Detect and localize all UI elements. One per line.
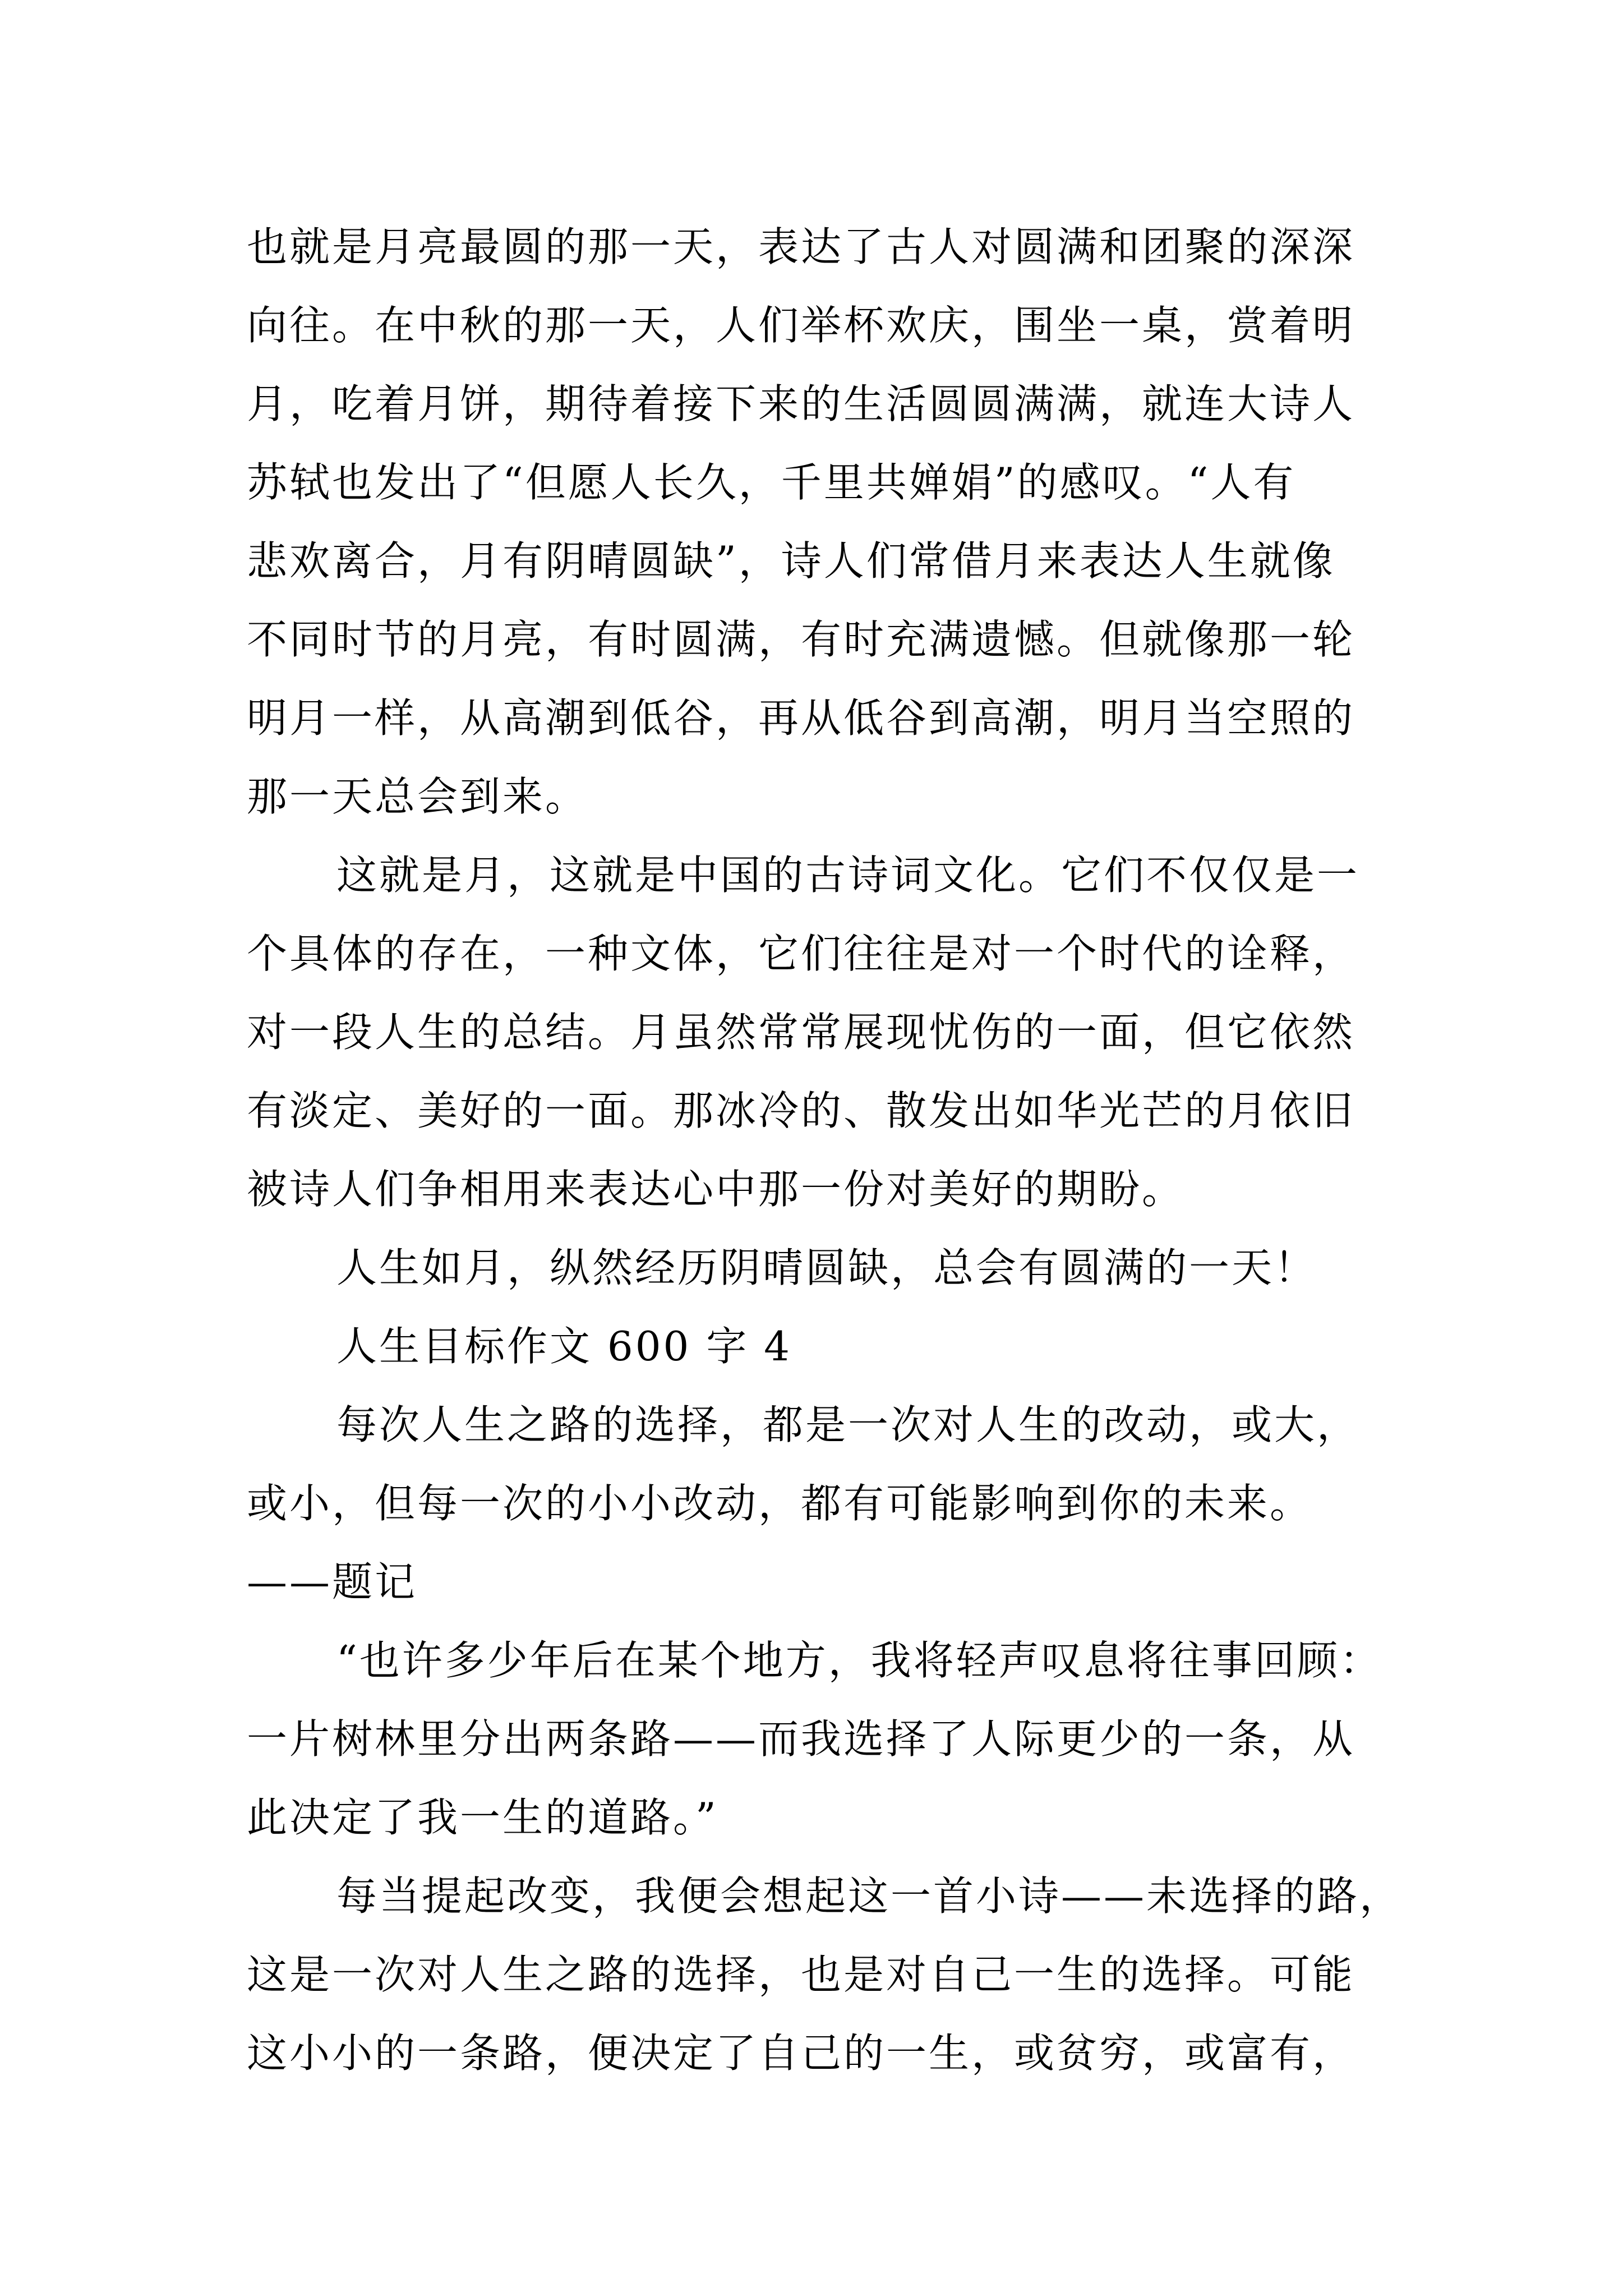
paragraph-line: 不同时节的月亮，有时圆满，有时充满遗憾。但就像那一轮 xyxy=(247,616,1355,663)
paragraph-line: 悲欢离合，月有阴晴圆缺”，诗人们常借月来表达人生就像 xyxy=(247,537,1335,585)
paragraph-line: 或小，但每一次的小小改动，都有可能影响到你的未来。 xyxy=(247,1480,1313,1527)
quote-line: “也许多少年后在某个地方，我将轻声叹息将往事回顾： xyxy=(336,1637,1382,1684)
paragraph-line: 那一天总会到来。 xyxy=(247,773,588,820)
quote-line: 此决定了我一生的道路。” xyxy=(247,1794,718,1841)
paragraph-line: 向往。在中秋的那一天，人们举杯欢庆，围坐一桌，赏着明 xyxy=(247,302,1355,349)
paragraph-line: 有淡定、美好的一面。那冰冷的、散发出如华光芒的月依旧 xyxy=(247,1087,1355,1134)
quote-line: 一片树林里分出两条路——而我选择了人际更少的一条，从 xyxy=(247,1715,1355,1763)
paragraph-line: 也就是月亮最圆的那一天，表达了古人对圆满和团聚的深深 xyxy=(247,223,1355,270)
paragraph-line: 每当提起改变，我便会想起这一首小诗——未选择的路， xyxy=(336,1872,1403,1920)
paragraph-line: 对一段人生的总结。月虽然常常展现忧伤的一面，但它依然 xyxy=(247,1009,1355,1056)
paragraph-line: 个具体的存在，一种文体，它们往往是对一个时代的诠释， xyxy=(247,930,1355,977)
epigraph-attribution: ——题记 xyxy=(247,1558,418,1605)
paragraph-line: 这是一次对人生之路的选择，也是对自己一生的选择。可能 xyxy=(247,1951,1355,1998)
section-heading: 人生目标作文 600 字 4 xyxy=(336,1323,792,1370)
paragraph-line: 被诗人们争相用来表达心中那一份对美好的期盼。 xyxy=(247,1166,1185,1213)
paragraph-line: 这小小的一条路，便决定了自己的一生，或贫穷，或富有， xyxy=(247,2030,1355,2077)
paragraph-line: 月，吃着月饼，期待着接下来的生活圆圆满满，就连大诗人 xyxy=(247,380,1355,427)
paragraph-line: 这就是月，这就是中国的古诗词文化。它们不仅仅是一 xyxy=(336,852,1360,899)
paragraph-line: 每次人生之路的选择，都是一次对人生的改动，或大， xyxy=(336,1401,1360,1448)
paragraph-line: 人生如月，纵然经历阴晴圆缺，总会有圆满的一天！ xyxy=(336,1244,1317,1291)
paragraph-line: 明月一样，从高潮到低谷，再从低谷到高潮，明月当空照的 xyxy=(247,694,1355,742)
paragraph-line: 苏轼也发出了“但愿人长久，千里共婵娟”的感叹。“人有 xyxy=(247,459,1296,506)
